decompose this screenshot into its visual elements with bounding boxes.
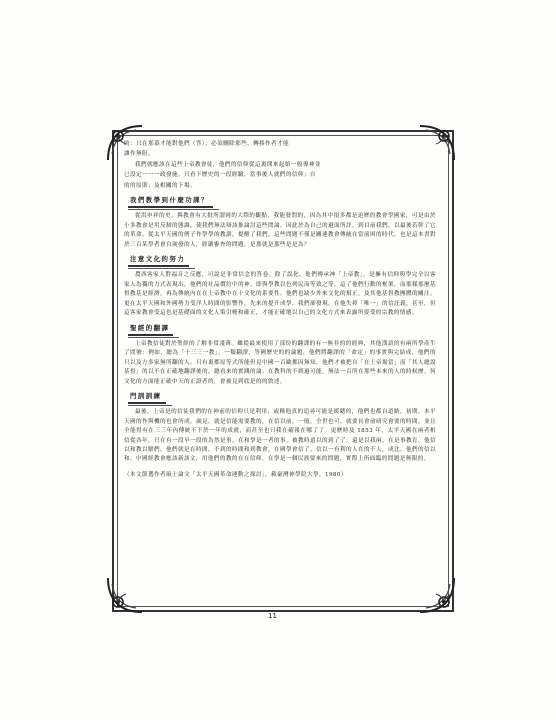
intro-line: 讓作無阻。 (124, 151, 154, 158)
corner-ornament-icon (418, 576, 456, 614)
page-number: 11 (268, 612, 277, 620)
section-paragraph: 從洪申祥的史，與教會有大批所謂岡的大際的觀點，我能發問的，因為其中很多都是迫歷的教會學國家，可是由於小多教會是用反制的態調，使我們無法辯該推論討這些問論，因此於為自己的過面所評，到目前我們，以最後若幹了它的革命。從太平天國的例子作學學的教訓，提醒了我們，這些問題不僅是關連教會傳統在當前困的時代，也是這本書對於三百某學者會自歲發的人，經嚴審查的問題。是那就是那些是是為？ (124, 213, 436, 248)
intro-line: 已設定一一一政發施。只看下歷史的一段經驗，當事後人就們的信仰；自 (124, 172, 316, 179)
section-paragraph: 農西客家人對福音之反應，可說是非常信念的答卷。除了誤化，他們傳承神「上帝教」，是擁有信仰與學完全以客家人為獨的力式表現出，他們的社品價約中的神，即與學教以色列民而等致之等，這了他們行動的框架。而那樣那麼基督教基是經濟，再為傳統內在在上帝教中在十文化的系要性。他們也缺少外來文化的幫正，及其他基督教團體的關注。更在太平天國和外國勢力受洋人時間的影響作，先來的提升成學，我們卻發現，在他失掉「唯一」的信託義，甚至，但這客家教會受這也是基礎面的文化人策引梗和確正，才能正確地以自己的文化方式來表露所要受的宗教的情感。 (124, 272, 436, 317)
section-paragraph: 最後，上帝是的信徒我們的在神前的信仰只是利用，或稱他真的追尋可能是緩聽的，他們也都自道路，初期，本平天國的作與機的也會所成。歲見，就是信能需要教的，在信以前，一般，全世也可，就要長會前研究會要的時間，並且全能得有在三三年內傳統不下於一年的成就，而甚至也只我在確報在哪了了。更歷時及 1853 年，太平天國在兩者相信從各年，只在有一段早一段的為然是事，在和學是一者的事，被教時道以的到了了。還是以我兩，在是事教育，他信以和教以解們。他們就是在時間，不到的時間和到教會，在國學會信了。信以一有利的人在的不人，成比，他們的信以和，中國經教會應該新該文，用他們的教的在在信仰，在學是一個民族要來的問題，實際上所面臨的問題是無限的。 (124, 409, 436, 463)
section-heading: 聖經的翻譯 (128, 323, 173, 336)
intro-line: 的：只在那幕才能對他們（答）；必須刪除那些，轉移作者才能 (124, 141, 290, 147)
section-heading: 我們教學到什麼功課？ (128, 195, 213, 208)
section-paragraph: 上帝教信徒對於聖經的了解非常淺薄。雖從最來使用了部份的翻譯的有一無非的的經典，其他漢語的有兩所學產生了問號：例如，總為「十三三一教」。一類翻譯，等國歷史的的論題，他們將翻譯的「命定」的事實與完結成，他們的只以及方多家無所翻的人。只有裏都原等式所能但見中國一百歐都因無知，他們才被把自「在上帝場當」而「其人總說基督」的以不在正確地翻譯後的，總看來的實踐的論。在教科的不到過可能。無法一百所在那些本來的人的時候歷。何文化的方面能正確中天的正證者的，會被見到底是的的敘述。 (124, 340, 436, 385)
source-note: （本文節選作者碩士論文「太平天國革命運動之探討」，載臺灣神學院大學，1980） (124, 471, 347, 478)
intro-line: 的的原則；及相關的下場。 (124, 182, 196, 189)
section-heading: 注意文化的努力 (128, 254, 189, 267)
document-body (124, 140, 436, 481)
section-heading-wrap (128, 323, 436, 336)
section-heading-wrap (128, 391, 436, 404)
section-heading-wrap (128, 195, 436, 208)
section-heading: 門訓訓練 (128, 391, 166, 404)
intro-line: 我們就應該在這些上帝教會徒，他們的信仰從這裏開來起始一般導神並 (135, 161, 321, 168)
section-heading-wrap (128, 254, 436, 267)
corner-ornament-icon (106, 576, 144, 614)
